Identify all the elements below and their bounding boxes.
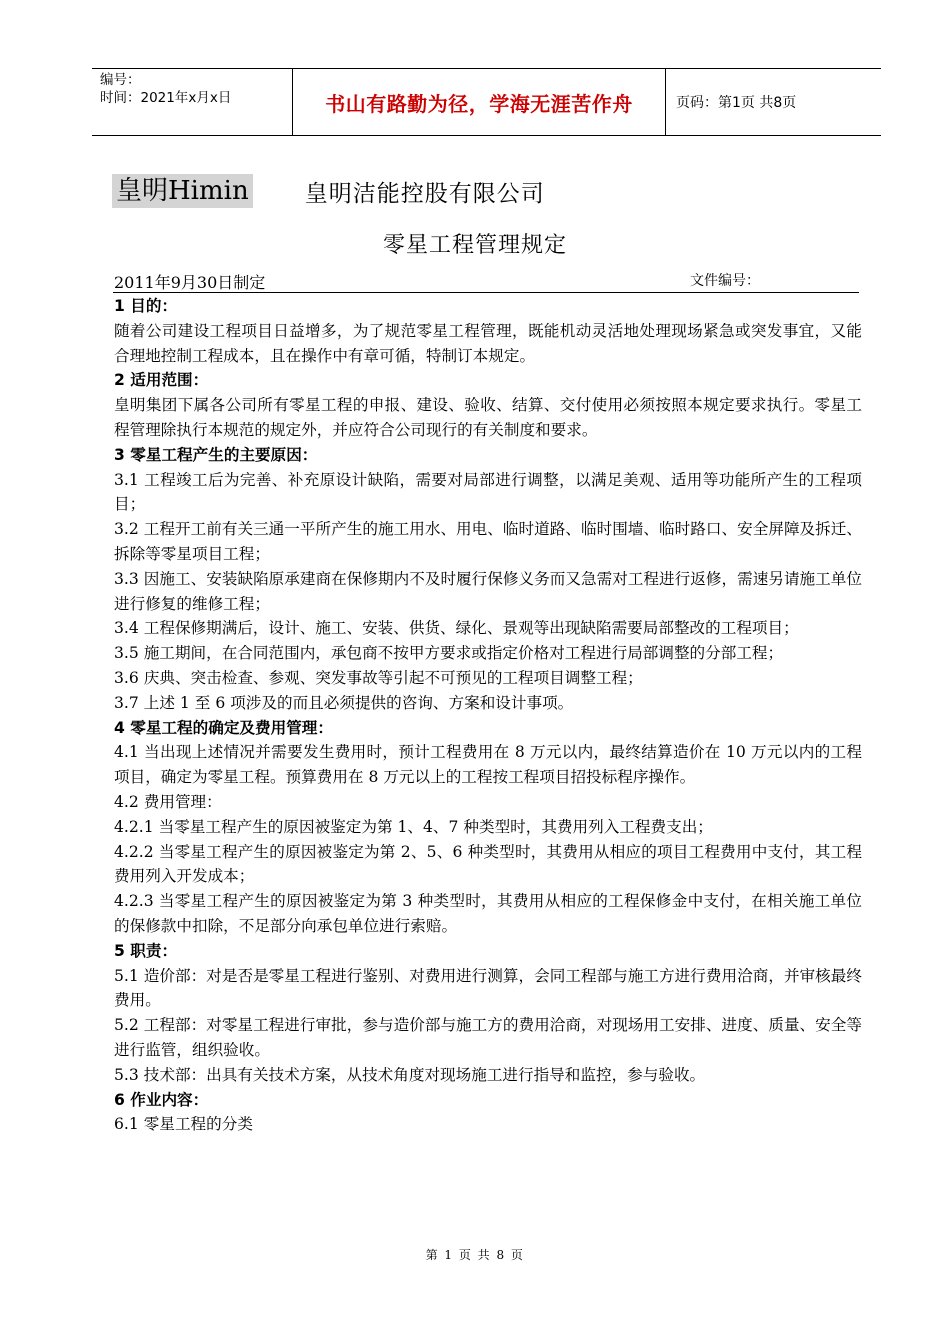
body-paragraph: 4.1 当出现上述情况并需要发生费用时，预计工程费用在 8 万元以内，最终结算造价在 10 万元以内的工程项目，确定为零星工程。预算费用在 8 万元以上的工程按工程项目招投标程序操作。 (114, 743, 862, 787)
document-number-label: 编号： (100, 72, 141, 88)
body-paragraph: 6.1 零星工程的分类 (114, 1115, 253, 1134)
header-motto-cell (293, 69, 666, 135)
body-paragraph: 3.5 施工期间，在合同范围内，承包商不按甲方要求或指定价格对工程进行局部调整的分部工程； (114, 644, 784, 663)
header-page-label: 页码：第1页 共8页 (676, 95, 797, 111)
body-paragraph: 4.2.2 当零星工程产生的原因被鉴定为第 2、5、6 种类型时，其费用从相应的项目工程费用中支付，其工程费用列入开发成本； (114, 842, 862, 886)
header-motto: 书山有路勤为径，学海无涯苦作舟 (325, 91, 633, 116)
body-paragraph: 皇明集团下属各公司所有零星工程的申报、建设、验收、结算、交付使用必须按照本规定要求执行。零星工程管理除执行本规范的规定外，并应符合公司现行的有关制度和要求。 (114, 396, 862, 439)
body-paragraph: 3.6 庆典、突击检查、参观、突发事故等引起不可预见的工程项目调整工程； (114, 668, 643, 687)
document-body (114, 294, 862, 1137)
header-table (92, 68, 881, 136)
header-info-cell (92, 69, 293, 135)
section-heading: 5 职责： (114, 941, 178, 960)
logo-row (112, 174, 545, 208)
body-paragraph: 5.3 技术部：出具有关技术方案，从技术角度对现场施工进行指导和监控，参与验收。 (114, 1065, 706, 1084)
body-paragraph: 3.4 工程保修期满后，设计、施工、安装、供货、绿化、景观等出现缺陷需要局部整改的工程项目； (114, 619, 799, 638)
body-paragraph: 4.2.3 当零星工程产生的原因被鉴定为第 3 种类型时，其费用从相应的工程保修金中支付，在相关施工单位的保修款中扣除，不足部分向承包单位进行索赔。 (114, 892, 862, 935)
company-logo: 皇明Himin (112, 174, 253, 208)
body-paragraph: 3.7 上述 1 至 6 项涉及的而且必须提供的咨询、方案和设计事项。 (114, 693, 574, 712)
document-time-label: 时间：2021年x月x日 (100, 90, 232, 106)
body-paragraph: 4.2.1 当零星工程产生的原因被鉴定为第 1、4、7 种类型时，其费用列入工程费支出； (114, 817, 713, 836)
body-paragraph: 3.3 因施工、安装缺陷原承建商在保修期内不及时履行保修义务而又急需对工程进行返修，需速另请施工单位进行修复的维修工程； (114, 569, 862, 613)
body-paragraph: 3.1 工程竣工后为完善、补充原设计缺陷，需要对局部进行调整，以满足美观、适用等功能所产生的工程项目； (114, 470, 862, 514)
company-name: 皇明洁能控股有限公司 (304, 180, 545, 207)
file-number-label: 文件编号： (690, 273, 760, 289)
section-heading: 3 零星工程产生的主要原因： (114, 445, 318, 464)
body-paragraph: 随着公司建设工程项目日益增多，为了规范零星工程管理，既能机动灵活地处理现场紧急或突发事宜，又能合理地控制工程成本，且在操作中有章可循，特制订本规定。 (114, 321, 862, 365)
document-date: 2011年9月30日制定 (114, 273, 266, 292)
body-paragraph: 5.2 工程部：对零星工程进行审批，参与造价部与施工方的费用洽商，对现场用工安排、进度、质量、安全等进行监管，组织验收。 (114, 1016, 862, 1059)
body-paragraph: 3.2 工程开工前有关三通一平所产生的施工用水、用电、临时道路、临时围墙、临时路口、安全屏障及拆迁、拆除等零星项目工程； (114, 520, 862, 563)
document-title: 零星工程管理规定 (382, 233, 567, 258)
section-heading: 1 目的： (114, 297, 178, 315)
meta-divider (113, 292, 859, 293)
body-paragraph: 4.2 费用管理： (114, 792, 222, 811)
page-footer: 第 1 页 共 8 页 (425, 1248, 525, 1262)
section-heading: 4 零星工程的确定及费用管理： (114, 718, 333, 737)
section-heading: 6 作业内容： (114, 1090, 209, 1109)
document-meta-row (114, 270, 854, 294)
body-paragraph: 5.1 造价部：对是否是零星工程进行鉴别、对费用进行测算，会同工程部与施工方进行费用洽商，并审核最终费用。 (114, 966, 862, 1010)
section-heading: 2 适用范围： (114, 371, 209, 390)
header-page-cell (666, 69, 881, 135)
